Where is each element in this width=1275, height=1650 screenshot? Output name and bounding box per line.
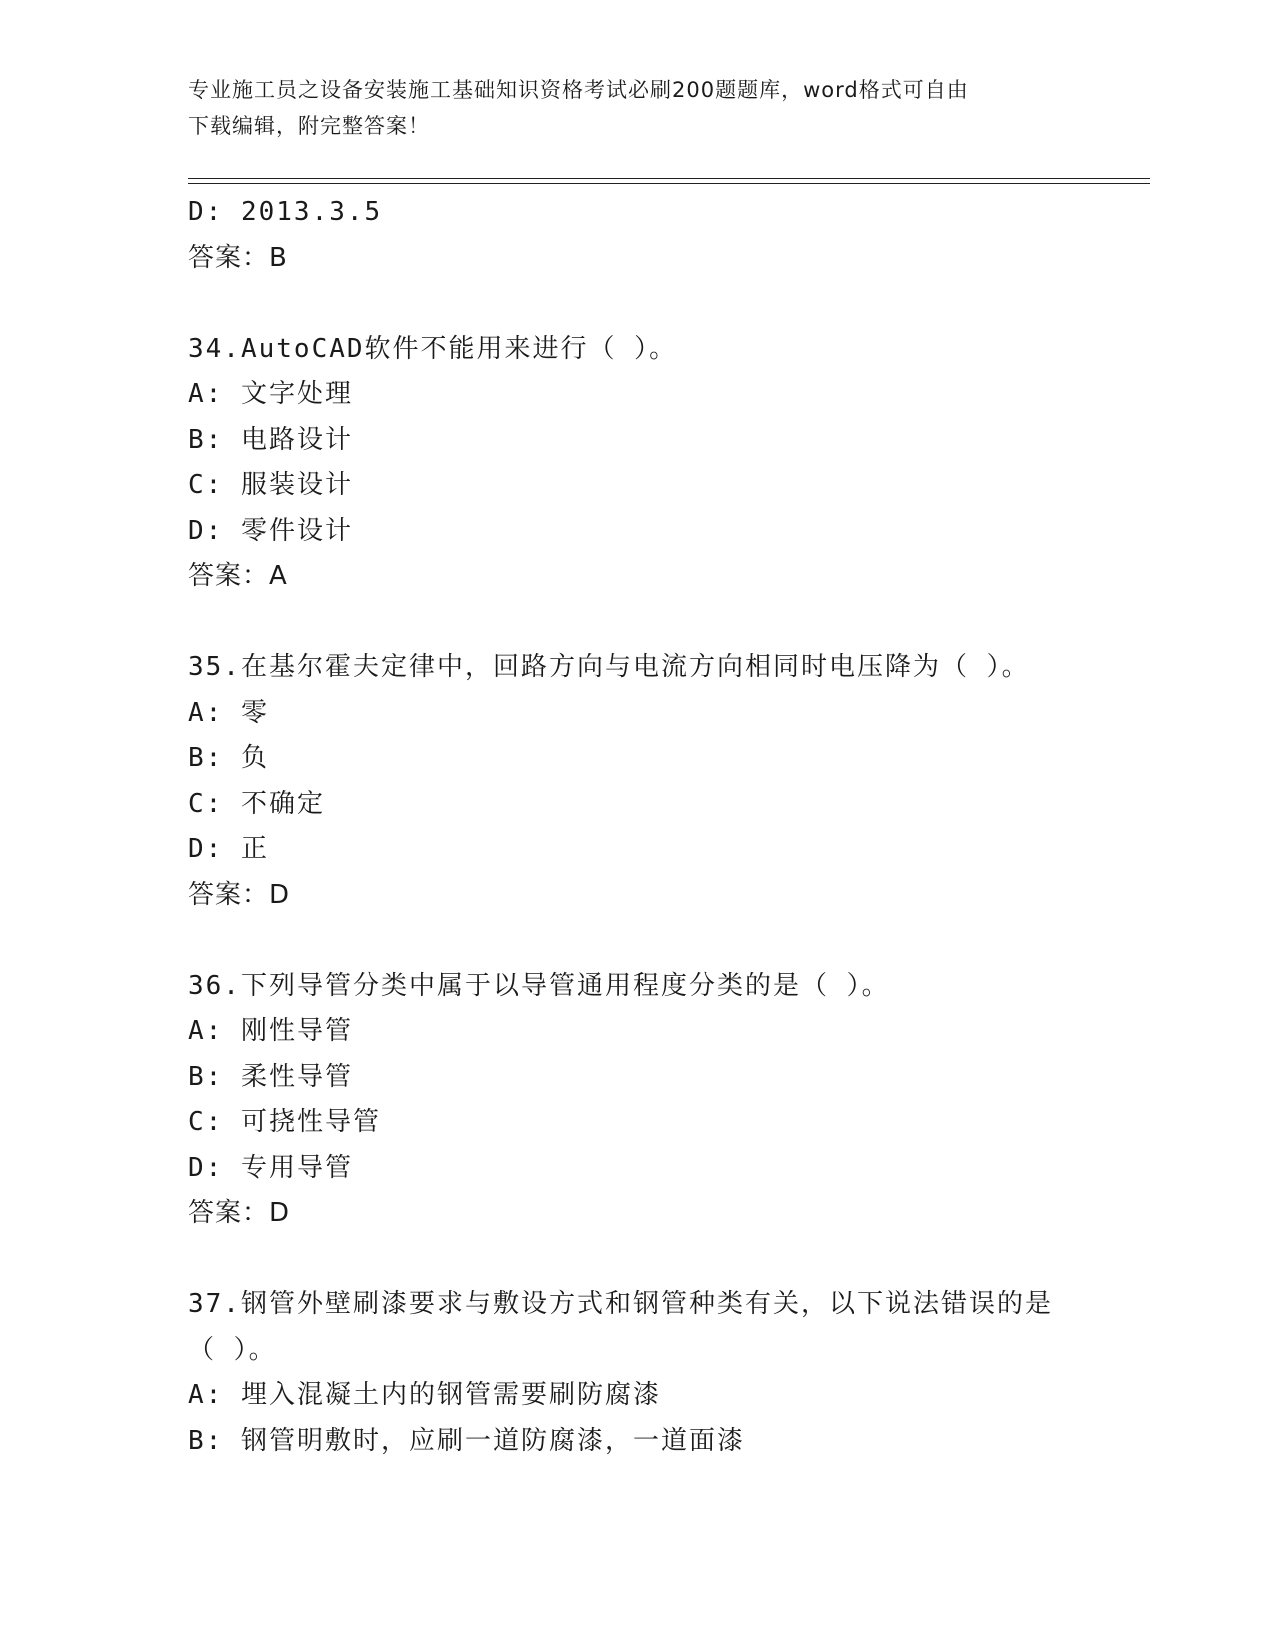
- spacer: [188, 918, 1148, 964]
- option-d: D: 专用导管: [188, 1152, 353, 1183]
- answer-line: 答案：B: [188, 242, 288, 273]
- question-stem: 35.在基尔霍夫定律中，回路方向与电流方向相同时电压降为（ ）。: [188, 652, 1030, 682]
- header-line-2: 下载编辑，附完整答案！: [188, 114, 430, 138]
- question-36: [188, 964, 1148, 1237]
- option-b: B: 钢管明敷时，应刷一道防腐漆，一道面漆: [188, 1425, 745, 1456]
- option-b: B: 电路设计: [188, 424, 353, 455]
- question-37: [188, 1282, 1148, 1464]
- question-stem-line-1: 37.钢管外壁刷漆要求与敷设方式和钢管种类有关，以下说法错误的是: [188, 1289, 1053, 1319]
- option-a: A: 零: [188, 697, 269, 728]
- option-b: B: 负: [188, 743, 269, 773]
- option-c: C: 不确定: [188, 788, 325, 819]
- header-divider-bottom: [188, 183, 1150, 184]
- answer-line: 答案：A: [188, 561, 288, 591]
- spacer: [188, 281, 1148, 327]
- question-35: [188, 645, 1148, 918]
- option-d: D: 2013.3.5: [188, 197, 383, 227]
- option-b: B: 柔性导管: [188, 1061, 353, 1092]
- question-stem: 34.AutoCAD软件不能用来进行（ ）。: [188, 333, 678, 364]
- option-c: C: 服装设计: [188, 470, 353, 500]
- question-34: [188, 327, 1148, 600]
- header-line-1: 专业施工员之设备安装施工基础知识资格考试必刷200题题库，word格式可自由: [188, 78, 969, 102]
- option-c: C: 可挠性导管: [188, 1107, 381, 1137]
- spacer: [188, 600, 1148, 646]
- question-stem: 36.下列导管分类中属于以导管通用程度分类的是（ ）。: [188, 970, 890, 1001]
- previous-question-tail: [188, 190, 1148, 281]
- option-d: D: 正: [188, 834, 269, 864]
- answer-line: 答案：D: [188, 1198, 291, 1228]
- spacer: [188, 1237, 1148, 1283]
- option-d: D: 零件设计: [188, 515, 353, 546]
- question-stem-line-2: （ ）。: [188, 1334, 277, 1365]
- question-list: [188, 190, 1148, 1464]
- option-a: A: 刚性导管: [188, 1016, 353, 1046]
- header-divider-top: [188, 178, 1150, 179]
- option-a: A: 文字处理: [188, 379, 353, 409]
- option-a: A: 埋入混凝土内的钢管需要刷防腐漆: [188, 1380, 661, 1410]
- answer-line: 答案：D: [188, 879, 291, 910]
- document-header: [188, 72, 1088, 144]
